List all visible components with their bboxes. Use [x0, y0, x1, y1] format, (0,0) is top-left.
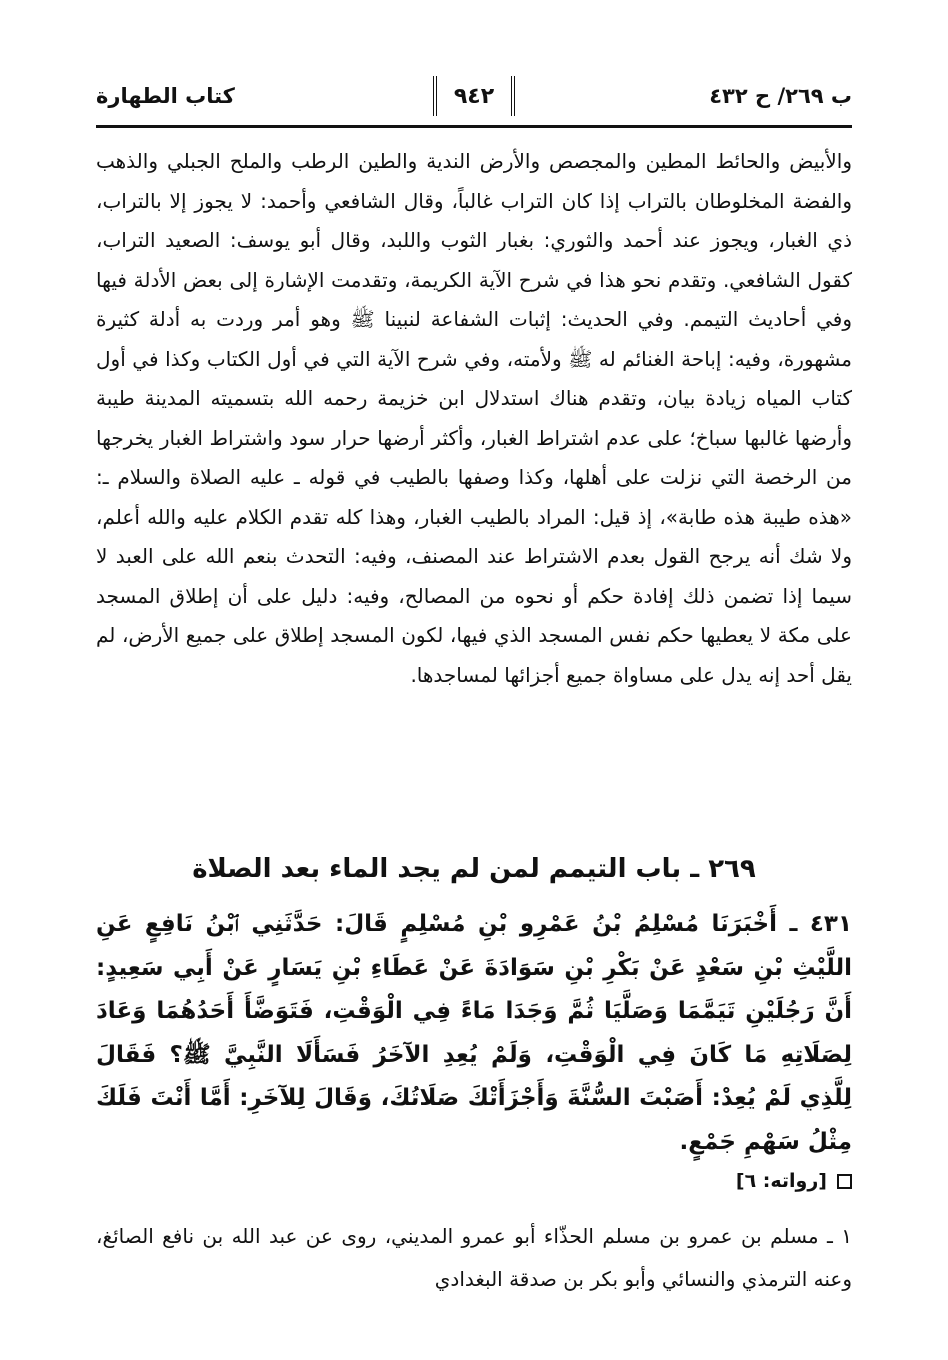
narrators-label: [رواته: ٦]	[735, 1170, 827, 1192]
header-rule	[96, 125, 852, 128]
commentary-text: والأبيض والحائط المطين والمجصص والأرض الندية والطين الرطب والملح الجبلي والذهب والفضة المخلوطان بالتراب إذا كان التراب غالباً، وقال الشافعي وأحمد: لا يجوز إلا بالتراب، ذي الغبار، ويجوز عند أحمد والثوري: بغبار الثوب واللبد، وقال أبو يوسف: الصعيد التراب، كقول الشافعي. وتقدم نحو هذا في شرح الآية الكريمة، وتقدمت الإشارة إلى بعض الأدلة فيها وفي أحاديث التيمم. وفي الحديث: إثبات الشفاعة لنبينا ﷺ وهو أمر وردت به أدلة كثيرة مشهورة، وفيه: إباحة الغنائم له ﷺ ولأمته، وفي شرح الآية التي في أول الكتاب وكذا في أول كتاب المياه زيادة بيان، وتقدم هناك استدلال ابن خزيمة رحمه الله بتسميته المدينة طيبة وأرضها غالبها سباخ؛ على عدم اشتراط الغبار، وأكثر أرضها حرار سود واشتراط الغبار يخرجها من الرخصة التي نزلت على أهلها، وكذا وصفها بالطيب في قوله ـ عليه الصلاة والسلام ـ: «هذه طيبة هذه طابة»، إذ قيل: المراد بالطيب الغبار، وهذا كله تقدم الكلام عليه والله أعلم، ولا شك أنه يرجح القول بعدم الاشتراط عند المصنف، وفيه: التحدث بنعم الله على العبد لا سيما إذا تضمن ذلك إفادة حكم أو نحوه من المصالح، وفيه: دليل على أن إطلاق المسجد على مكة لا يعطيها حكم نفس المسجد الذي فيها، لكون المسجد إطلاق على جميع الأرض، لم يقل أحد إنه يدل على مساواة جميع أجزائها لمساجدها.	[96, 149, 852, 687]
section-reference: ب ٢٦٩/ ح ٤٣٢	[709, 84, 852, 108]
running-header	[96, 70, 852, 128]
hadith-text: ٤٣١ ـ أَخْبَرَنَا مُسْلِمُ بْنُ عَمْرِو بْنِ مُسْلِمٍ قَالَ: حَدَّثَنِي ٱبْنُ نَافِعٍ عَنِ اللَّيْثِ بْنِ سَعْدٍ عَنْ بَكْرِ بْنِ سَوَادَةَ عَنْ عَطَاءِ بْنِ يَسَارٍ عَنْ أَبِي سَعِيدٍ: أَنَّ رَجُلَيْنِ تَيَمَّمَا وَصَلَّيَا ثُمَّ وَجَدَا مَاءً فِي الْوَقْتِ، فَتَوَضَّأَ أَحَدُهُمَا وَعَادَ لِصَلَاتِهِ مَا كَانَ فِي الْوَقْتِ، وَلَمْ يُعِدِ الآخَرُ فَسَأَلَا النَّبِيَّ ﷺ؟ فَقَالَ لِلَّذِي لَمْ يُعِدْ: أَصَبْتَ السُّنَّةَ وَأَجْزَأَتْكَ صَلَاتُكَ، وَقَالَ لِلآخَرِ: أَمَّا أَنْتَ فَلَكَ مِثْلُ سَهْمِ جَمْعٍ.	[96, 911, 852, 1155]
narrator-biography: ١ ـ مسلم بن عمرو بن مسلم الحذّاء أبو عمرو المديني، روى عن عبد الله بن نافع الصائغ، وعنه الترمذي والنسائي وأبو بكر بن صدقة البغدادي	[96, 1224, 852, 1291]
chapter-heading: ٢٦٩ ـ باب التيمم لمن لم يجد الماء بعد الصلاة	[192, 854, 756, 884]
narrators-section	[736, 1170, 852, 1192]
book-title: كتاب الطهارة	[96, 84, 235, 108]
page-number: ٩٤٢	[433, 76, 515, 116]
checkbox-icon	[837, 1174, 852, 1189]
